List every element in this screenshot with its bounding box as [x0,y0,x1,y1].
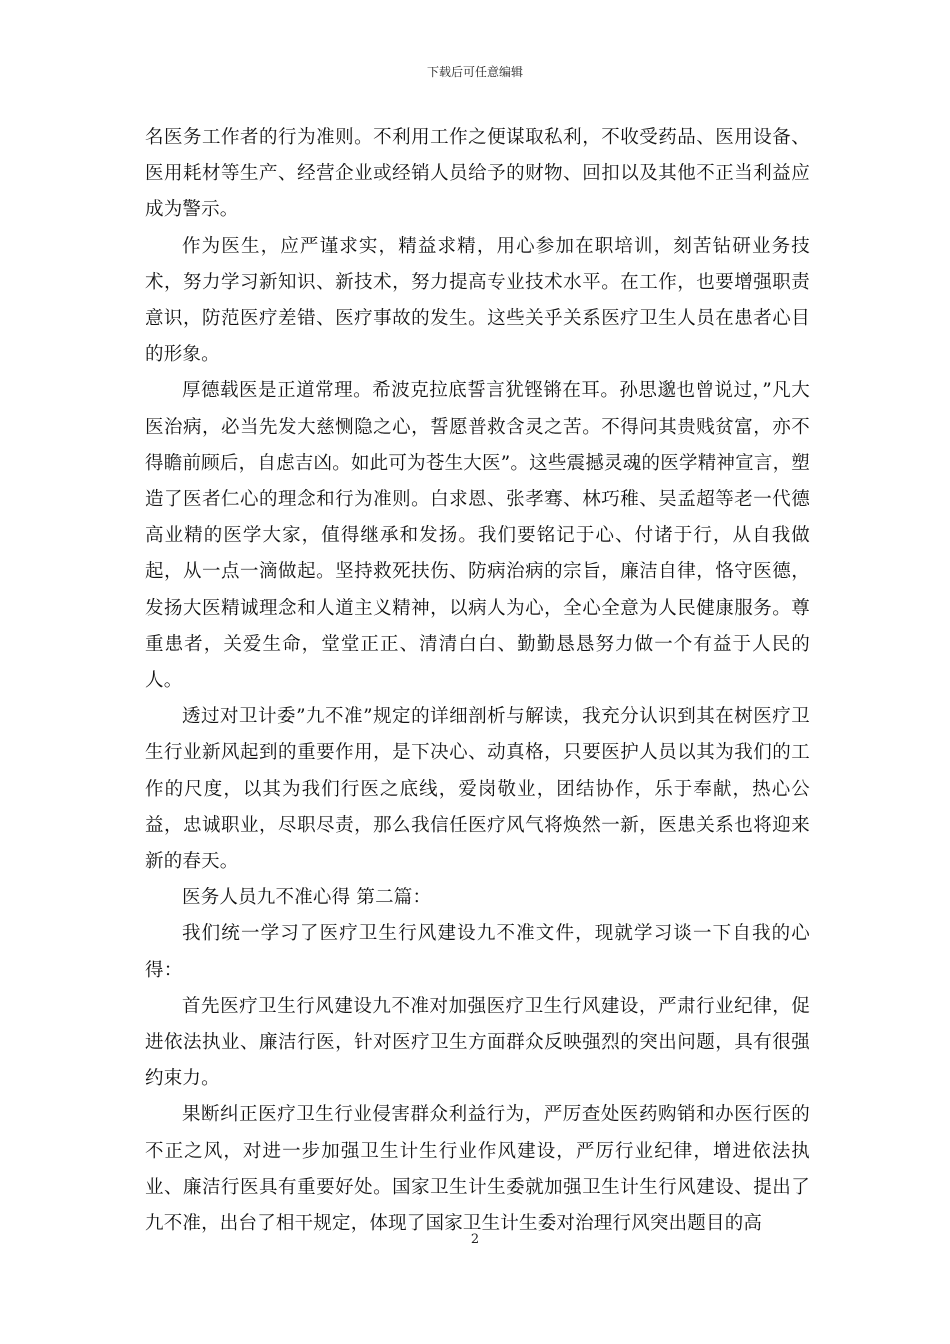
paragraph-5: 我们统一学习了医疗卫生行风建设九不准文件，现就学习谈一下自我的心得： [145,923,810,981]
document-body [145,120,810,1242]
page-number: 2 [470,1232,480,1247]
header-text: 下载后可任意编辑 [426,65,523,79]
paragraph-4: 透过对卫计委”九不准”规定的详细剖析与解读，我充分认识到其在树医疗卫生行业新风起到的重要作用，是下决心、动真格，只要医护人员以其为我们的工作的尺度，以其为我们行医之底线，爱岗敬业，团结协作，乐于奉献，热心公益，忠诚职业，尽职尽责，那么我信任医疗风气将焕然一新，医患关系也将迎来新的春天。 [145,706,810,873]
paragraph-6: 首先医疗卫生行风建设九不准对加强医疗卫生行风建设，严肃行业纪律，促进依法执业、廉洁行医，针对医疗卫生方面群众反映强烈的突出问题，具有很强约束力。 [145,995,810,1090]
paragraph-7: 果断纠正医疗卫生行业侵害群众利益行为，严厉查处医药购销和办医行医的不正之风，对进一步加强卫生计生行业作风建设，严厉行业纪律，增进依法执业、廉洁行医具有重要好处。国家卫生计生委就加强卫生计生行风建设、提出了九不准，出台了相干规定，体现了国家卫生计生委对治理行风突出题目的高 [145,1104,810,1235]
section-heading: 医务人员九不准心得 第二篇： [182,887,432,909]
page-header [0,64,950,80]
paragraph-1: 名医务工作者的行为准则。不利用工作之便谋取私利，不收受药品、医用设备、医用耗材等生产、经营企业或经销人员给予的财物、回扣以及其他不正当利益应成为警示。 [145,127,810,221]
page-footer [0,1232,950,1248]
paragraph-2: 作为医生，应严谨求实，精益求精，用心参加在职培训，刻苦钻研业务技术，努力学习新知识、新技术，努力提高专业技术水平。在工作，也要增强职责意识，防范医疗差错、医疗事故的发生。这些关乎关系医疗卫生人员在患者心目的形象。 [145,235,810,366]
paragraph-3: 厚德载医是正道常理。希波克拉底誓言犹铿锵在耳。孙思邈也曾说过，”凡大医治病，必当先发大慈恻隐之心，誓愿普救含灵之苦。不得问其贵贱贫富，亦不得瞻前顾后，自虑吉凶。如此可为苍生大医”。这些震撼灵魂的医学精神宣言，塑造了医者仁心的理念和行为准则。白求恩、张孝骞、林巧稚、吴孟超等老一代德高业精的医学大家，值得继承和发扬。我们要铭记于心、付诸于行，从自我做起，从一点一滴做起。坚持救死扶伤、防病治病的宗旨，廉洁自律，恪守医德，发扬大医精诚理念和人道主义精神，以病人为心，全心全意为人民健康服务。尊重患者，关爱生命，堂堂正正、清清白白、勤勤恳恳努力做一个有益于人民的人。 [145,380,810,692]
